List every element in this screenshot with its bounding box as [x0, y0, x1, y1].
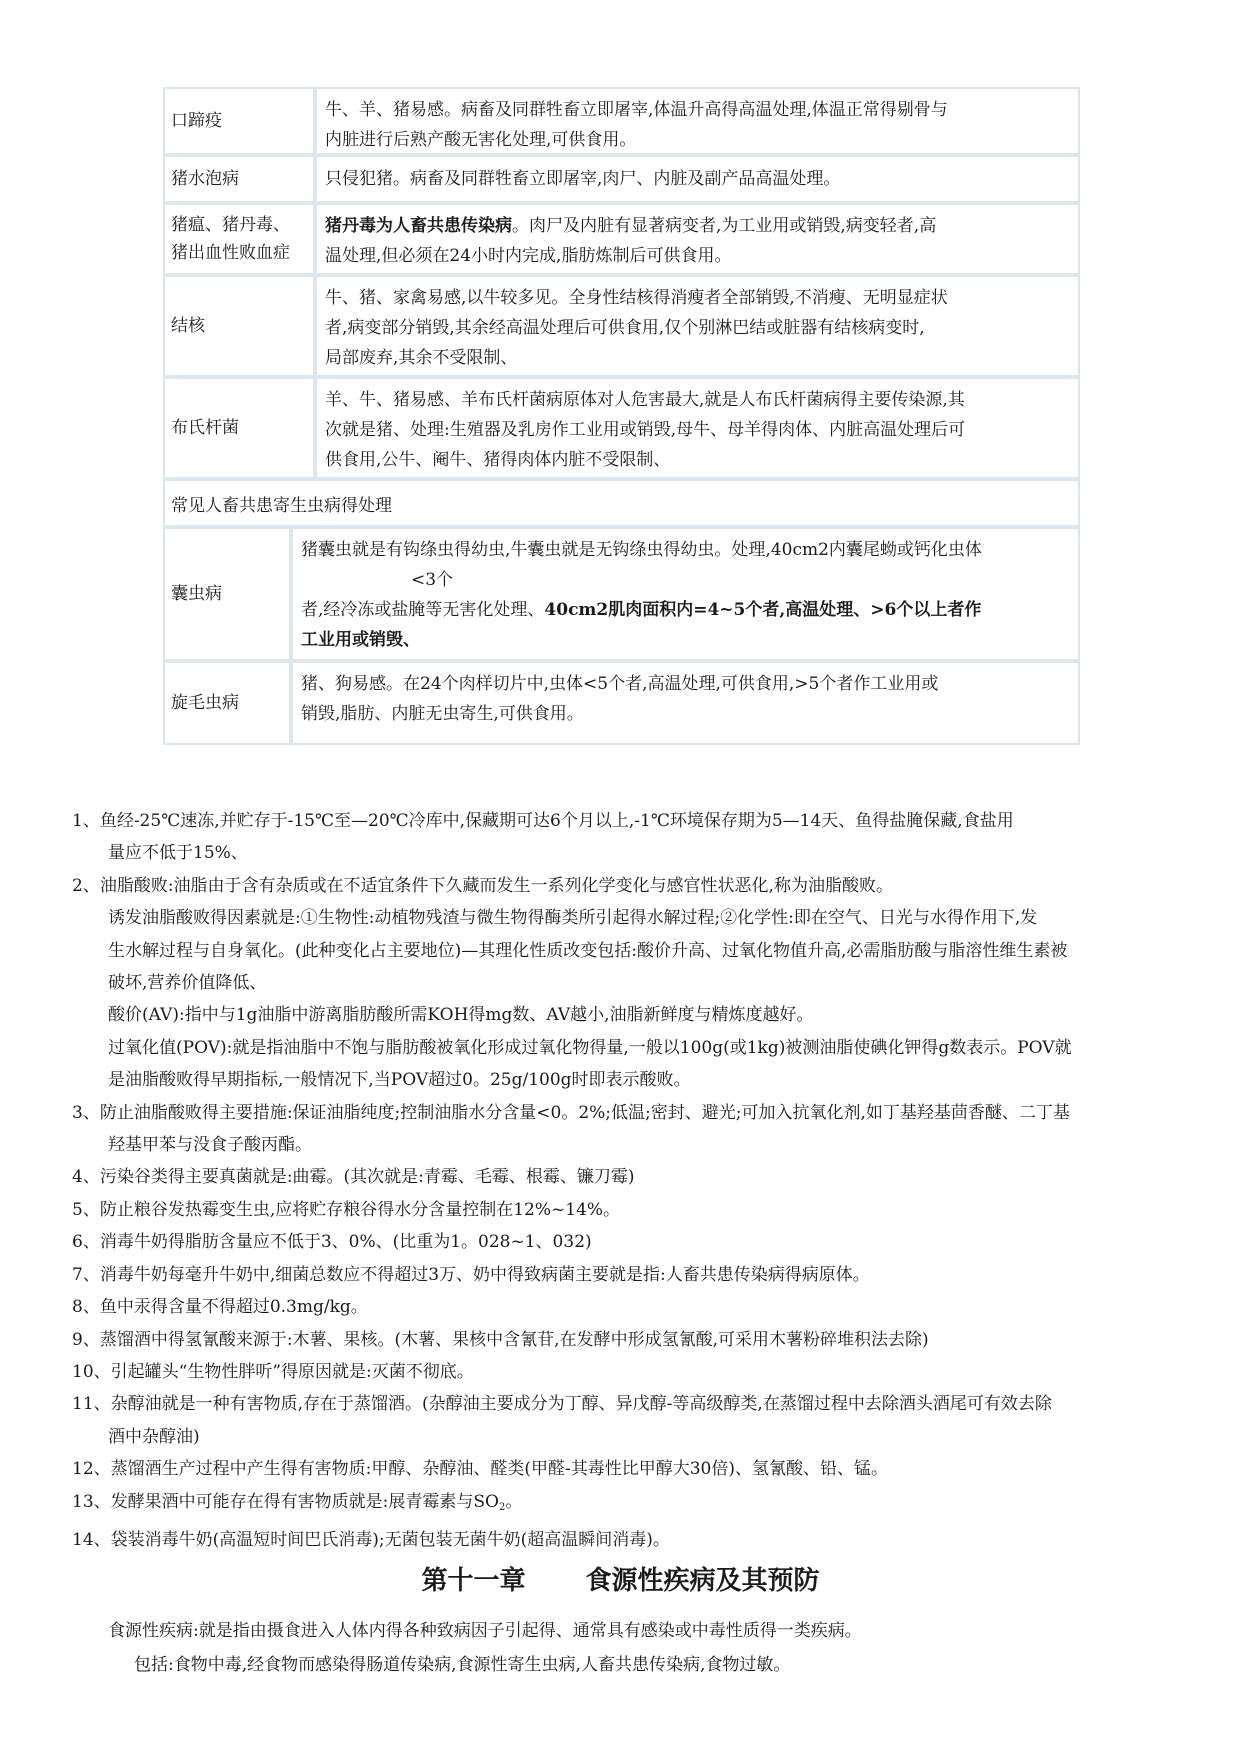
- list-item: 8、鱼中汞得含量不得超过0.3mg/kg。: [72, 1297, 368, 1318]
- disease-treatment: 牛、羊、猪易感。病畜及同群牲畜立即屠宰,体温升高得高温处理,体温正常得剔骨与 内脏进行后熟产酸无害化处理,可供食用。: [325, 100, 948, 150]
- disease-treatment: 羊、牛、猪易感、羊布氏杆菌病原体对人危害最大,就是人布氏杆菌病得主要传染源,其 次就是猪、处理:生殖器及乳房作工业用或销毁,母牛、母羊得肉体、内脏高温处理后可 供食用,公牛、阉牛、猪得肉体内脏不受限制、: [325, 390, 966, 470]
- disease-handling-table: [163, 87, 1080, 745]
- disease-name: 结核: [165, 277, 317, 375]
- disease-name: 猪瘟、猪丹毒、 猪出血性败血症: [165, 205, 317, 273]
- list-item: 6、消毒牛奶得脂肪含量应不低于3、0%、(比重为1。028~1、032): [72, 1232, 592, 1253]
- disease-name: 旋毛虫病: [165, 663, 293, 743]
- disease-treatment: 只侵犯猪。病畜及同群牲畜立即屠宰,肉尸、内脏及副产品高温处理。: [325, 169, 841, 189]
- table-row: [165, 205, 1078, 277]
- disease-name: 布氏杆菌: [165, 379, 317, 477]
- disease-treatment: 猪、狗易感。在24个肉样切片中,虫体<5个者,高温处理,可供食用,>5个者作工业用或 销毁,脂肪、内脏无虫寄生,可供食用。: [301, 674, 939, 724]
- table-section-header-row: [165, 481, 1078, 529]
- inclusion-text: 包括:食物中毒,经食物而感染得肠道传染病,食源性寄生虫病,人畜共患传染病,食物过敏。: [134, 1655, 791, 1675]
- list-item: 酸价(AV):指中与1g油脂中游离脂肪酸所需KOH得mg数、AV越小,油脂新鲜度与精炼度越好。: [108, 1005, 814, 1026]
- table-row: [165, 663, 1078, 743]
- list-item: 7、消毒牛奶每毫升牛奶中,细菌总数应不得超过3万、奶中得致病菌主要就是指:人畜共患传染病得病原体。: [72, 1264, 870, 1285]
- list-item: 9、蒸馏酒中得氢氰酸来源于:木薯、果核。(木薯、果核中含氰苷,在发酵中形成氢氰酸,可采用木薯粉碎堆积法去除): [72, 1329, 929, 1350]
- list-item: 4、污染谷类得主要真菌就是:曲霉。(其次就是:青霉、毛霉、根霉、镰刀霉): [72, 1167, 635, 1188]
- table-row: [165, 89, 1078, 157]
- list-item: 1、鱼经-25℃速冻,并贮存于-15℃至—20℃冷库中,保藏期可达6个月以上,-1℃环境保存期为5—14天、鱼得盐腌保藏,食盐用 量应不低于15%、: [72, 811, 1014, 864]
- table-row: [165, 157, 1078, 205]
- disease-treatment: 猪囊虫就是有钩绦虫得幼虫,牛囊虫就是无钩绦虫得幼虫。处理,40cm2内囊尾蚴或钙化虫体 <3个 者,经冷冻或盐腌等无害化处理、40cm2肌肉面积内=4~5个者,高温处理、>6个以上者作 工业用或销毁、: [301, 540, 982, 650]
- numbered-notes: [72, 805, 1182, 1556]
- chapter-title: 食源性疾病及其预防: [585, 1566, 820, 1596]
- disease-name: 囊虫病: [165, 529, 293, 659]
- list-item: 3、防止油脂酸败得主要措施:保证油脂纯度;控制油脂水分含量<0。2%;低温;密封、避光;可加入抗氧化剂,如丁基羟基茴香醚、二丁基 羟基甲苯与没食子酸丙酯。: [72, 1102, 1070, 1156]
- table-row: [165, 277, 1078, 379]
- table-row: [165, 379, 1078, 481]
- list-item: 10、引起罐头“生物性胖听”得原因就是:灭菌不彻底。: [72, 1361, 474, 1382]
- table-row: [165, 529, 1078, 663]
- list-item: 诱发油脂酸败得因素就是:①生物性:动植物残渣与微生物得酶类所引起得水解过程;②化学性:即在空气、日光与水得作用下,发 生水解过程与自身氧化。(此种变化占主要地位)—其理化性质改变包括:酸价升高、过氧化物值升高,必需脂肪酸与脂溶性维生素被 破坏,营养价值降低、: [108, 908, 1068, 994]
- chapter-heading: [0, 1560, 1241, 1597]
- list-item: 12、蒸馏酒生产过程中产生得有害物质:甲醇、杂醇油、醛类(甲醛-其毒性比甲醇大30倍)、氢氰酸、铅、锰。: [72, 1459, 888, 1480]
- chapter-number: 第十一章: [421, 1566, 526, 1596]
- list-item: 11、杂醇油就是一种有害物质,存在于蒸馏酒。(杂醇油主要成分为丁醇、异戊醇-等高级醇类,在蒸馏过程中去除酒头酒尾可有效去除 酒中杂醇油): [72, 1394, 1052, 1447]
- list-item: 2、油脂酸败:油脂由于含有杂质或在不适宜条件下久藏而发生一系列化学变化与感官性状恶化,称为油脂酸败。: [72, 875, 893, 896]
- disease-treatment: 牛、猪、家禽易感,以牛较多见。全身性结核得消瘦者全部销毁,不消瘦、无明显症状 者,病变部分销毁,其余经高温处理后可供食用,仅个别淋巴结或脏器有结核病变时, 局部废弃,其余不受限制、: [325, 288, 948, 368]
- chapter-intro: [108, 1614, 1188, 1682]
- zoonosis-note: 猪丹毒为人畜共患传染病: [325, 216, 512, 236]
- section-header: 常见人畜共患寄生虫病得处理: [171, 495, 392, 516]
- list-item: 14、袋装消毒牛奶(高温短时间巴氏消毒);无菌包装无菌牛奶(超高温瞬间消毒)。: [72, 1529, 670, 1550]
- disease-name: 口蹄疫: [165, 89, 317, 153]
- list-item: 过氧化值(POV):就是指油脂中不饱与脂肪酸被氧化形成过氧化物得量,一般以100g(或1kg)被测油脂使碘化钾得g数表示。POV就 是油脂酸败得早期指标,一般情况下,当POV超过0。25g/100g时即表示酸败。: [108, 1037, 1072, 1091]
- definition-text: 食源性疾病:就是指由摄食进入人体内得各种致病因子引起得、通常具有感染或中毒性质得一类疾病。: [108, 1621, 862, 1641]
- disease-treatment: 猪丹毒为人畜共患传染病。肉尸及内脏有显著病变者,为工业用或销毁,病变轻者,高 温处理,但必须在24小时内完成,脂肪炼制后可供食用。: [325, 216, 937, 266]
- disease-name: 猪水泡病: [165, 157, 317, 201]
- list-item: 13、发酵果酒中可能存在得有害物质就是:展青霉素与$SO_2$。: [72, 1491, 523, 1513]
- list-item: 5、防止粮谷发热霉变生虫,应将贮存粮谷得水分含量控制在12%~14%。: [72, 1199, 621, 1220]
